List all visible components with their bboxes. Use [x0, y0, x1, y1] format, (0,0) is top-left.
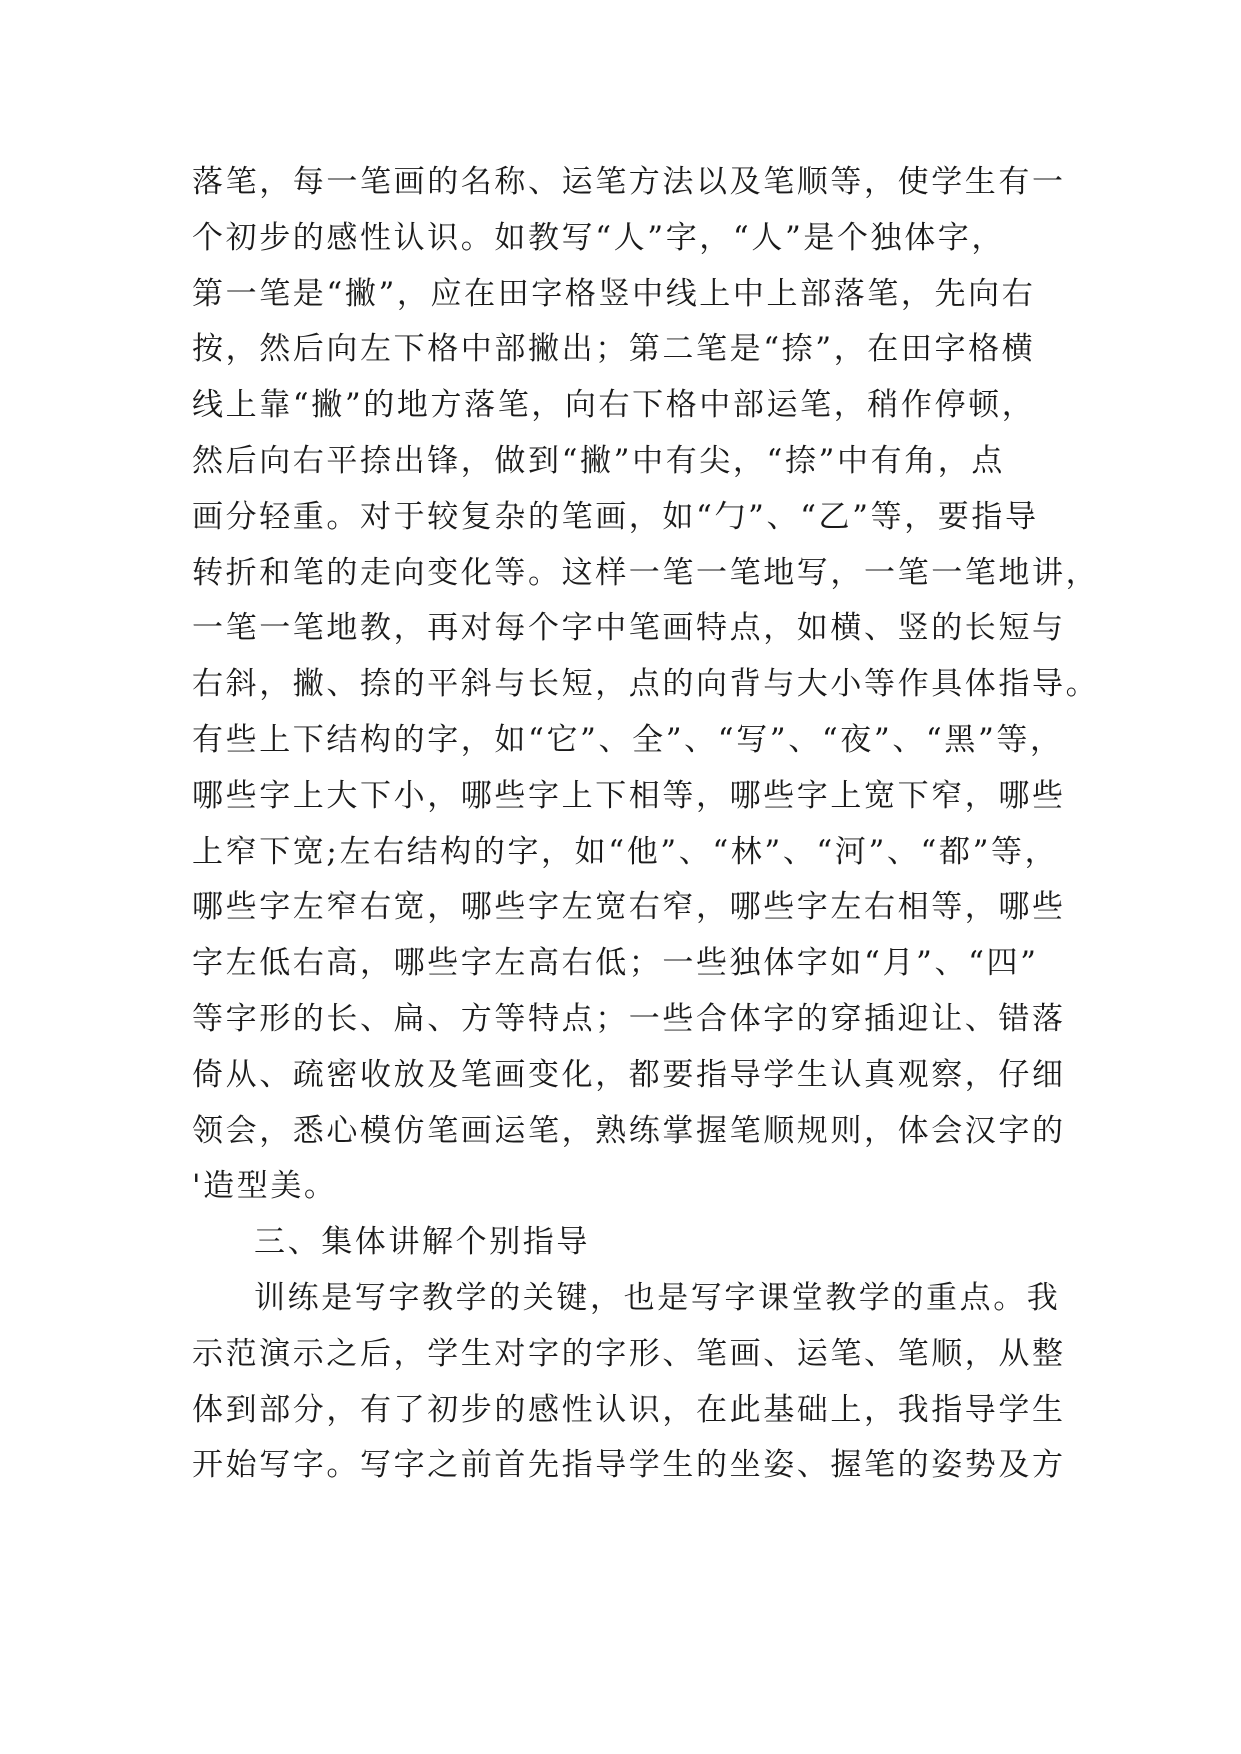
text-line: 按，然后向左下格中部撇出；第二笔是“捺”，在田字格横 [192, 331, 1036, 368]
text-line: 字左低右高，哪些字左高右低；一些独体字如“月”、“四” [192, 945, 1039, 982]
text-line: 转折和笔的走向变化等。这样一笔一笔地写，一笔一笔地讲， [192, 554, 1100, 591]
text-line: 有些上下结构的字，如“它”、全”、“写”、“夜”、“黑”等， [192, 721, 1064, 758]
text-line: '造型美。 [192, 1168, 338, 1205]
text-line: 一笔一笔地教，再对每个字中笔画特点，如横、竖的长短与 [192, 610, 1066, 647]
text-line: 个初步的感性认识。如教写“人”字，“人”是个独体字， [192, 219, 1005, 256]
text-line: 落笔，每一笔画的名称、运笔方法以及笔顺等，使学生有一 [192, 164, 1066, 200]
text-line: 上窄下宽;左右结构的字，如“他”、“林”、“河”、“都”等， [192, 833, 1059, 870]
text-line: 线上靠“撇”的地方落笔，向右下格中部运笔，稍作停顿， [192, 387, 1036, 424]
text-line: 画分轻重。对于较复杂的笔画，如“勹”、“乙”等，要指导 [192, 498, 1039, 535]
text-line: 领会，悉心模仿笔画运笔，熟练掌握笔顺规则，体会汉字的 [192, 1112, 1066, 1149]
text-line: 第一笔是“撇”，应在田字格竖中线上中上部落笔，先向右 [192, 275, 1036, 312]
text-line: 哪些字上大下小，哪些字上下相等，哪些字上宽下窄，哪些 [192, 777, 1066, 814]
text-line: 然后向右平捺出锋，做到“撇”中有尖，“捺”中有角，点 [192, 442, 1005, 479]
text-line: 右斜，撇、捺的平斜与长短，点的向背与大小等作具体指导。 [192, 666, 1100, 703]
text-line: 开始写字。写字之前首先指导学生的坐姿、握笔的姿势及方 [192, 1447, 1066, 1484]
text-line: 倚从、疏密收放及笔画变化，都要指导学生认真观察，仔细 [192, 1056, 1066, 1093]
text-line: 等字形的长、扁、方等特点；一些合体字的穿插迎让、错落 [192, 1000, 1066, 1037]
text-line: 示范演示之后，学生对字的字形、笔画、运笔、笔顺，从整 [192, 1335, 1066, 1372]
document-body [192, 155, 1100, 1494]
text-line: 哪些字左窄右宽，哪些字左宽右窄，哪些字左右相等，哪些 [192, 889, 1066, 926]
section-heading: 三、集体讲解个别指导 [254, 1224, 590, 1261]
text-line: 体到部分，有了初步的感性认识，在此基础上，我指导学生 [192, 1391, 1066, 1428]
paragraph-first-line: 训练是写字教学的关键，也是写字课堂教学的重点。我 [254, 1279, 1061, 1316]
